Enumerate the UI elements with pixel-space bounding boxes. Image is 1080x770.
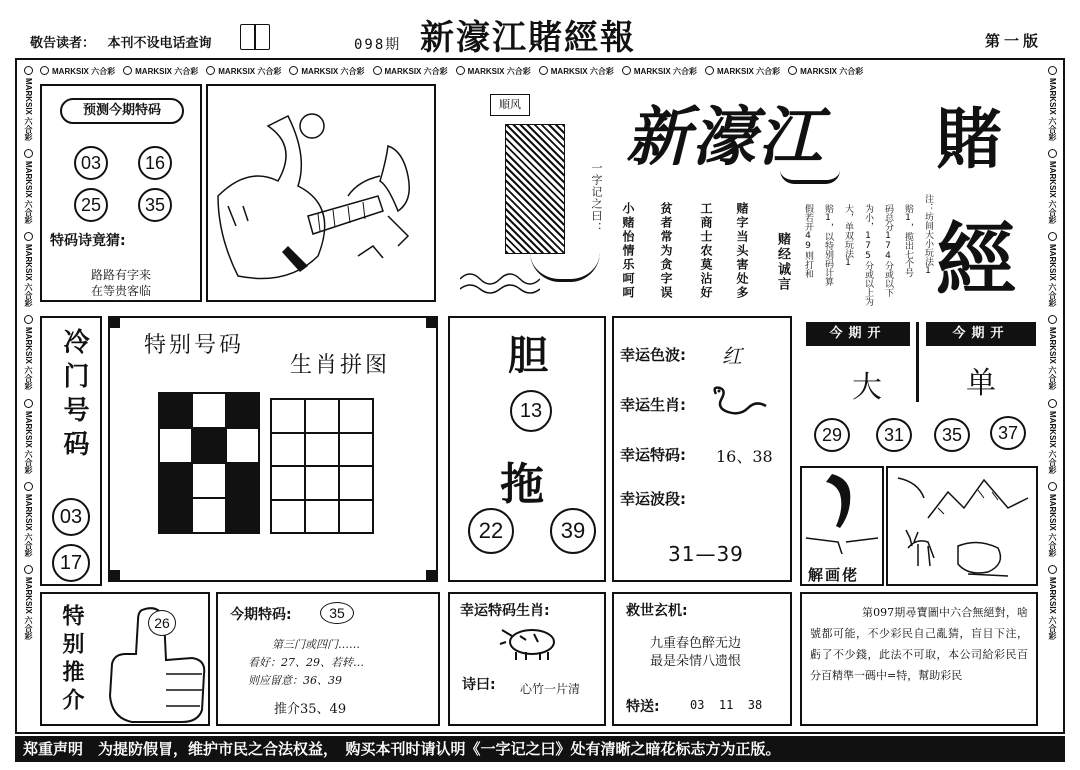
- tuo-number: 39: [550, 508, 596, 554]
- lucky-info-box: [612, 316, 792, 582]
- prediction-number: 16: [138, 146, 172, 180]
- issue-number: 098期: [354, 37, 402, 53]
- mystic-line: 九重春色醉无边: [650, 636, 742, 651]
- poem-line: 路路有字来: [90, 268, 151, 282]
- mystic-special-numbers: 03 11 38: [690, 698, 763, 712]
- zodiac-cell: [305, 399, 339, 433]
- right-border-strip: MARKSIX 六合彩MARKSIX 六合彩MARKSIX 六合彩MARKSIX 六合彩MARKSIX 六合彩MARKSIX 六合彩MARKSIX 六合彩: [1044, 66, 1058, 726]
- lucky-zodiac-poem-label: 诗曰:: [462, 677, 496, 693]
- masthead-line2: 經: [936, 213, 1016, 307]
- zodiac-cell: [339, 433, 373, 467]
- period-tag-big: 今期开: [806, 322, 910, 346]
- lucky-zodiac-title: 幸运特码生肖:: [460, 603, 550, 619]
- lucky-zodiac-poem: 心竹一片清: [520, 682, 581, 696]
- newspaper-title: 新濠江賭經報: [420, 18, 636, 58]
- dan-tuo-box: [448, 316, 606, 582]
- rules-note-line: 为小，175分或以上为: [863, 204, 873, 306]
- puzzle-corner: [110, 318, 120, 328]
- puzzle-subtitle: 生肖拼图: [290, 353, 391, 378]
- current-special-recommend: 推介35、49: [274, 702, 347, 717]
- mystic-line: 最是朵情八遗恨: [650, 654, 742, 669]
- ink-brush-drawing: [802, 468, 882, 554]
- edition-label: 第一版: [985, 32, 1043, 50]
- scrambled-tiles: [158, 392, 260, 534]
- lucky-range-value: 31—39: [668, 542, 744, 566]
- zodiac-grid: [270, 398, 374, 534]
- zodiac-cell: [271, 399, 305, 433]
- lucky-range-label: 幸运波段:: [620, 490, 686, 508]
- mascot-label: 一字记之曰：: [590, 162, 603, 234]
- mascot-area: [460, 84, 610, 302]
- landscape-drawing: [208, 86, 434, 300]
- puzzle-corner: [426, 570, 436, 580]
- commentary-box: [800, 592, 1038, 726]
- period-number: 35: [934, 418, 970, 452]
- prediction-number: 25: [74, 188, 108, 222]
- motto-title: 赌经诚言: [775, 232, 790, 292]
- period-value-odd: 单: [966, 366, 996, 401]
- mystic-title: 救世玄机:: [626, 603, 688, 619]
- lucky-zodiac-box: [448, 592, 606, 726]
- ox-icon: [498, 622, 568, 662]
- book-icon: [240, 24, 270, 50]
- current-special-line: 第三门或四门……: [272, 638, 360, 651]
- puzzle-corner: [426, 318, 436, 328]
- recommend-title: 特别推介: [59, 604, 84, 716]
- current-special-number: 35: [320, 602, 354, 624]
- zodiac-cell: [339, 399, 373, 433]
- prediction-number: 35: [138, 188, 172, 222]
- picture-explainer-label: 解画佬: [808, 566, 860, 584]
- treasure-map-illustration: [206, 84, 436, 302]
- poem-line: 在等贵客临: [90, 284, 151, 298]
- poem-label: 特码诗竟猜:: [50, 233, 126, 249]
- left-border-strip: MARKSIX 六合彩MARKSIX 六合彩MARKSIX 六合彩MARKSIX 六合彩MARKSIX 六合彩MARKSIX 六合彩MARKSIX 六合彩: [20, 66, 34, 726]
- cold-number: 17: [52, 544, 90, 582]
- lucky-special-label: 幸运特码:: [620, 446, 686, 464]
- snake-icon: [710, 384, 770, 424]
- masthead-accent: [780, 170, 840, 184]
- period-number: 29: [814, 418, 850, 452]
- boat-icon: [530, 252, 600, 282]
- dan-label: 胆: [508, 332, 548, 379]
- cold-number: 03: [52, 498, 90, 536]
- period-value-big: 大: [852, 370, 882, 405]
- lucky-color-value: 红: [722, 344, 742, 368]
- period-divider: [916, 322, 919, 402]
- zodiac-cell: [271, 500, 305, 534]
- prediction-title: 预测今期特码: [60, 98, 184, 124]
- mascot-banner: 順风: [490, 94, 530, 116]
- motto-line: 工商士农莫沾好: [699, 202, 713, 300]
- cold-numbers-title: 冷门号码: [59, 328, 89, 464]
- zodiac-puzzle-box: [108, 316, 438, 582]
- current-special-box: [216, 592, 440, 726]
- dan-number: 13: [510, 390, 552, 432]
- motto-section: [616, 198, 792, 316]
- header-notice: 敬告读者： 本刊不设电话查询: [30, 36, 212, 51]
- watermark-emblem: [505, 124, 565, 254]
- rules-note-line: 注：坊间大小玩法1: [923, 194, 933, 276]
- footer-banner: [15, 736, 1065, 762]
- landscape-drawing: [888, 468, 1036, 584]
- rules-note-line: 大，单双玩法1: [843, 204, 853, 268]
- cold-numbers-box: [40, 316, 102, 586]
- motto-line: 赌字当头害处多: [735, 202, 749, 300]
- prediction-box: [40, 84, 202, 302]
- period-number: 37: [990, 416, 1026, 450]
- tuo-number: 22: [468, 508, 514, 554]
- prediction-number: 03: [74, 146, 108, 180]
- current-special-line: 看好：27、29、若转…: [248, 656, 364, 669]
- this-period-panel: [800, 322, 1040, 460]
- current-special-label: 今期特码:: [230, 607, 292, 623]
- picture-explainer-box: [800, 466, 884, 586]
- puzzle-corner: [110, 570, 120, 580]
- masthead-line1: 新濠江: [626, 100, 824, 175]
- zodiac-cell: [305, 466, 339, 500]
- puzzle-title: 特别号码: [144, 333, 245, 358]
- zodiac-cell: [271, 466, 305, 500]
- rules-notes: [786, 194, 936, 318]
- recommend-box: [40, 592, 210, 726]
- rules-note-line: 赔1，揽出七个号: [903, 204, 913, 277]
- top-border-strip: MARKSIX 六合彩 MARKSIX 六合彩 MARKSIX 六合彩 MARKSIX 六合彩 MARKSIX 六合彩 MARKSIX 六合彩 MARKSIX 六合彩 MARKSIX 六合彩 MARKSIX 六合彩 MARKSIX 六合彩: [40, 66, 1040, 80]
- zodiac-cell: [339, 466, 373, 500]
- footer-text: 郑重声明 为提防假冒，维护市民之合法权益， 购买本刊时请认明《一字记之曰》处有清晰之暗花标志方为正版。: [23, 740, 781, 758]
- lucky-special-value: 16、38: [716, 447, 773, 466]
- lucky-zodiac-label: 幸运生肖:: [620, 396, 686, 414]
- zodiac-cell: [339, 500, 373, 534]
- zodiac-cell: [271, 433, 305, 467]
- masthead-suffix: 賭: [936, 100, 1002, 178]
- mystic-special-label: 特送:: [626, 699, 660, 715]
- deer-illustration: [886, 466, 1038, 586]
- commentary-text: 第097期尋寶圖中六合無絕對，啥號都可能，不少彩民自己亂猜，盲目下注，虧了不少錢，此法不可取，本公司給彩民百分百精準一碼中=特，幫助彩民: [810, 606, 1028, 682]
- rules-note-line: 码总分174分或以下: [883, 204, 893, 297]
- wave-icon: [460, 259, 540, 299]
- motto-line: 贫者常为贪字误: [659, 202, 673, 300]
- zodiac-cell: [305, 433, 339, 467]
- rules-note-line: 假若开49则打和: [803, 204, 813, 278]
- tuo-label: 拖: [500, 459, 544, 510]
- lucky-color-label: 幸运色波:: [620, 346, 686, 364]
- rules-note-line: 赔1，以特别码计算: [823, 204, 833, 286]
- period-tag-odd: 今期开: [926, 322, 1036, 346]
- mystic-box: [612, 592, 792, 726]
- zodiac-cell: [305, 500, 339, 534]
- finger-number: 26: [148, 610, 176, 636]
- current-special-line: 则应留意：36、39: [248, 674, 342, 687]
- period-number: 31: [876, 418, 912, 452]
- motto-line: 小赌怡情乐呵呵: [621, 202, 635, 300]
